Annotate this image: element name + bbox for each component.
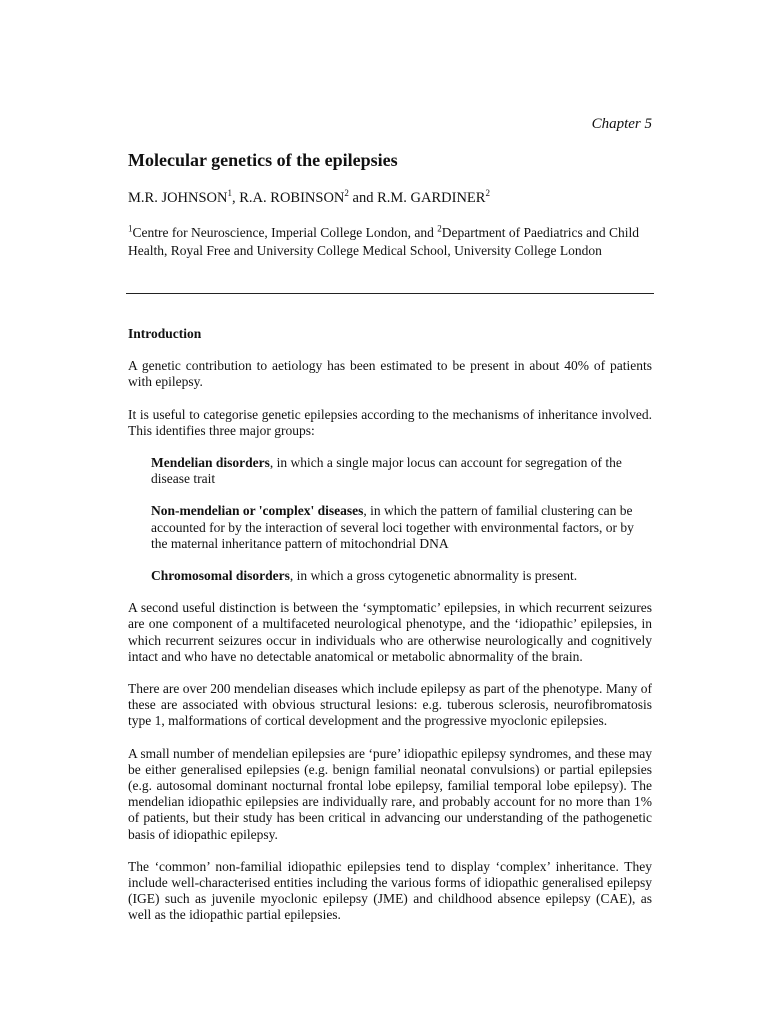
affiliation-marker: 2 [485, 188, 490, 199]
affiliation-marker: 2 [344, 188, 349, 199]
group-description: , in which the pattern of familial clustering can be accounted for by the interaction of several loci together with environmental factors, or by the maternal inheritance pattern of mitochondrial DNA [151, 503, 634, 551]
inheritance-groups [151, 455, 651, 584]
group-description: , in which a gross cytogenetic abnormality is present. [289, 568, 578, 584]
paragraph-1: A genetic contribution to aetiology has been estimated to be present in about 40% of patients with epilepsy. [128, 358, 652, 390]
paragraph-6: The ‘common’ non-familial idiopathic epilepsies tend to display ‘complex’ inheritance. They include well-characterised entities including the various forms of idiopathic generalised epilepsy (IGE) such as juvenile myoclonic epilepsy (JME) and childhood absence epilepsy (CAE), as well as the idiopathic partial epilepsies. [128, 858, 652, 923]
affiliations [128, 224, 653, 259]
paragraph-2: It is useful to categorise genetic epilepsies according to the mechanisms of inheritance involved. This identifies three major groups: [128, 406, 652, 438]
group-description: , in which a single major locus can account for segregation of the disease trait [151, 455, 622, 487]
group-term: Chromosomal disorders [151, 568, 290, 584]
header-divider [126, 293, 654, 294]
affiliation-ucl: Department of Paediatrics and Child Health, Royal Free and University College Medical School, University College London [128, 225, 639, 258]
group-term: Non-mendelian or 'complex' diseases [151, 503, 364, 519]
group-item-chromosomal [151, 568, 651, 584]
affiliation-marker: 1 [128, 223, 133, 234]
affiliation-imperial: Centre for Neuroscience, Imperial College London, and [132, 225, 438, 240]
author-johnson: M.R. JOHNSON [128, 190, 228, 206]
author-gardiner: and R.M. GARDINER [348, 190, 486, 206]
group-term: Mendelian disorders [151, 455, 270, 471]
body-text [128, 326, 652, 940]
paragraph-4: There are over 200 mendelian diseases which include epilepsy as part of the phenotype. Many of these are associated with obvious structural lesions: e.g. tuberous sclerosis, neurofibromatosis type 1, malformations of cortical development and the progressive myoclonic epilepsies. [128, 681, 652, 729]
author-line [128, 190, 490, 207]
section-heading: Introduction [128, 326, 202, 341]
affiliation-marker: 1 [227, 188, 233, 199]
chapter-label: Chapter 5 [591, 116, 652, 132]
paragraph-5: A small number of mendelian epilepsies are ‘pure’ idiopathic epilepsy syndromes, and these may be either generalised epilepsies (e.g. benign familial neonatal convulsions) or partial epilepsies (e.g. autosomal dominant nocturnal frontal lobe epilepsy, familial temporal lobe epilepsy). The mendelian idiopathic epilepsies are individually rare, and probably account for no more than 1% of patients, but their study has been critical in advancing our understanding of the pathogenetic basis of idiopathic epilepsy. [128, 745, 652, 842]
chapter-title: Molecular genetics of the epilepsies [128, 150, 398, 170]
affiliation-marker: 2 [437, 223, 442, 234]
author-robinson: , R.A. ROBINSON [232, 190, 345, 206]
group-item-complex [151, 503, 651, 552]
group-item-mendelian [151, 455, 651, 487]
paragraph-3: A second useful distinction is between the ‘symptomatic’ epilepsies, in which recurrent seizures are one component of a multifaceted neurological phenotype, and the ‘idiopathic’ epilepsies, in which recurrent seizures occur in individuals who are otherwise neurologically and cognitively intact and who have no detectable anatomical or metabolic abnormality of the brain. [128, 600, 652, 664]
